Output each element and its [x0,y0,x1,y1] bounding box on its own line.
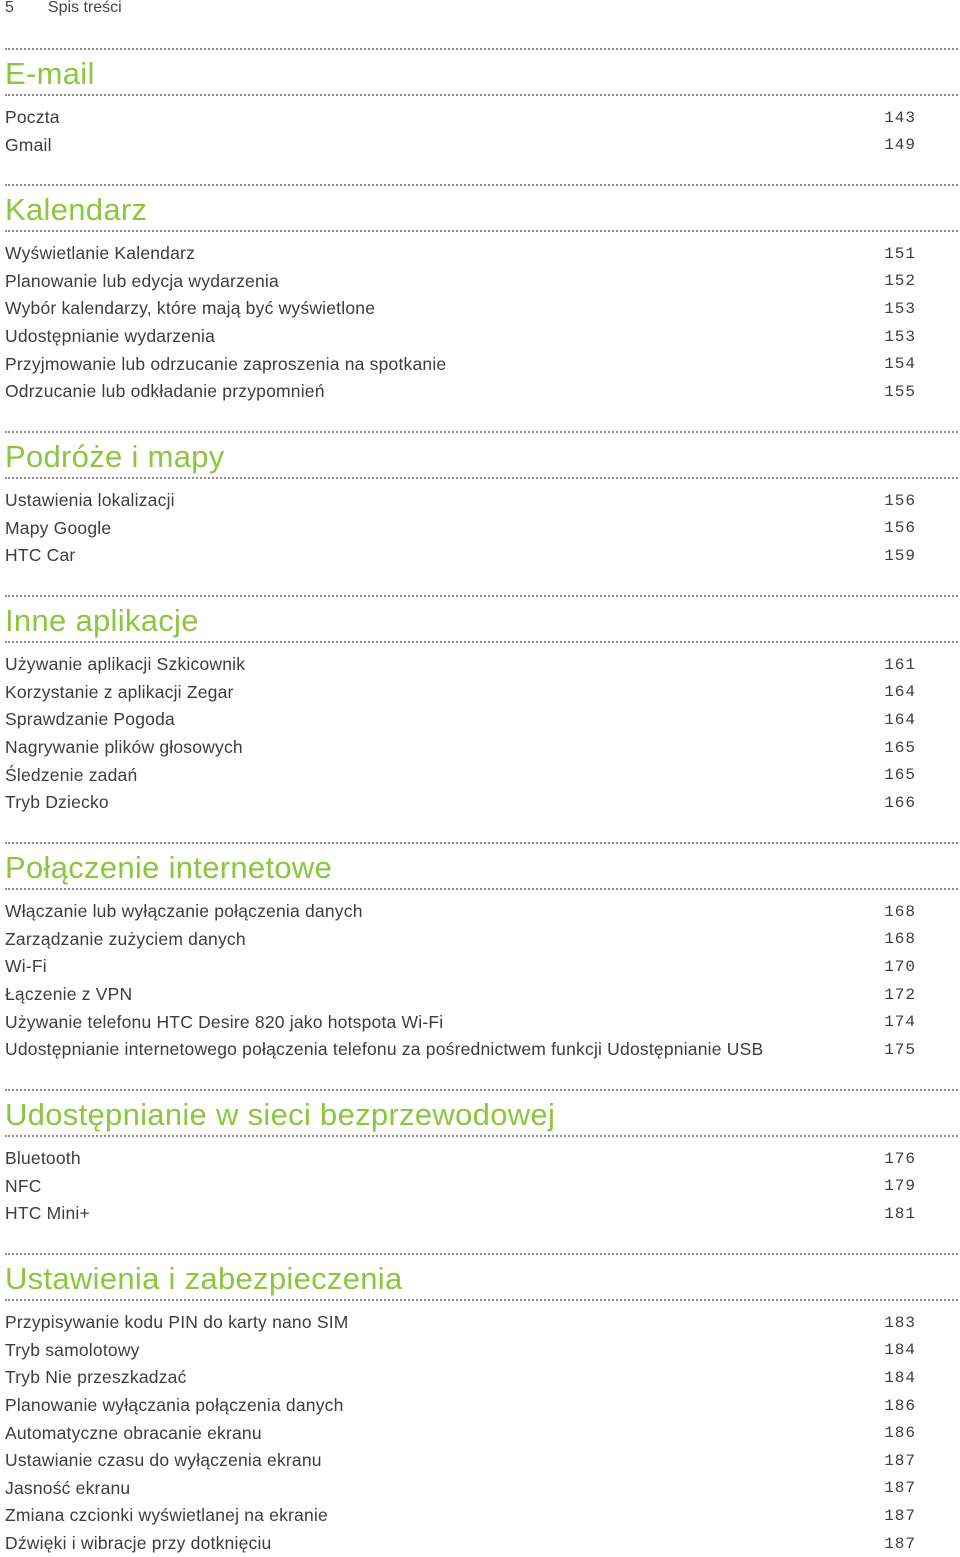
toc-entry-label[interactable]: Używanie telefonu HTC Desire 820 jako hotspota Wi-Fi [5,1011,444,1032]
page-header [5,0,122,16]
toc-entry-label[interactable]: Łączenie z VPN [5,984,133,1005]
toc-entry[interactable] [5,789,958,817]
section-title[interactable]: E-mail [5,56,95,91]
toc-entry-label[interactable]: Planowanie wyłączania połączenia danych [5,1395,344,1416]
toc-entry-label[interactable]: Bluetooth [5,1148,81,1169]
toc-entry-label[interactable]: Planowanie lub edycja wydarzenia [5,270,279,291]
toc-entry[interactable] [5,679,958,707]
dotted-divider [5,641,958,643]
dotted-divider [5,94,958,96]
toc-entry-label[interactable]: Automatyczne obracanie ekranu [5,1422,262,1443]
toc-entry[interactable] [5,1392,958,1420]
toc-entry-label[interactable]: Sprawdzanie Pogoda [5,709,175,730]
dotted-divider [5,595,958,597]
toc-entry-label[interactable]: Włączanie lub wyłączanie połączenia danych [5,901,363,922]
toc-entry-page-number[interactable]: 164 [884,683,916,702]
toc-entry[interactable] [5,1309,958,1337]
dotted-divider [5,477,958,479]
toc-section [5,842,958,1064]
toc-entry-page-number[interactable]: 170 [884,957,916,976]
toc-entry-label[interactable]: Wi-Fi [5,956,47,977]
toc-entry[interactable] [5,1447,958,1475]
toc-entry-page-number[interactable]: 164 [884,710,916,729]
toc-entry[interactable] [5,761,958,789]
toc-entry-page-number[interactable]: 176 [884,1149,916,1168]
toc-entry-page-number[interactable]: 161 [884,655,916,674]
toc-entry[interactable] [5,898,958,926]
toc-entry-label[interactable]: Jasność ekranu [5,1477,131,1498]
toc-section [5,1089,958,1228]
toc-entry-page-number[interactable]: 179 [884,1177,916,1196]
toc-entry[interactable] [5,1008,958,1036]
toc-entry[interactable] [5,734,958,762]
toc-entry[interactable] [5,240,958,268]
toc-entry[interactable] [5,542,958,570]
toc-section [5,48,958,159]
toc-entry-label[interactable]: Gmail [5,134,52,155]
dotted-divider [5,1299,958,1301]
toc-entry[interactable] [5,1145,958,1173]
toc-entry[interactable] [5,1475,958,1503]
toc-entry-page-number[interactable]: 165 [884,766,916,785]
toc-entry-page-number[interactable]: 159 [884,546,916,565]
toc-entry-page-number[interactable]: 149 [884,136,916,155]
toc-entry-page-number[interactable]: 153 [884,327,916,346]
toc-entry-page-number[interactable]: 168 [884,902,916,921]
section-title[interactable]: Połączenie internetowe [5,850,333,885]
toc-entry[interactable] [5,953,958,981]
toc-entry[interactable] [5,1200,958,1228]
toc-entry[interactable] [5,1337,958,1365]
toc-section [5,184,958,406]
toc-entry-page-number[interactable]: 174 [884,1013,916,1032]
toc-entry[interactable] [5,1364,958,1392]
dotted-divider [5,1089,958,1091]
toc-entry-page-number[interactable]: 172 [884,985,916,1004]
toc-entry-label[interactable]: Korzystanie z aplikacji Zegar [5,681,234,702]
toc-entry[interactable] [5,378,958,406]
toc-entry-label[interactable]: Ustawienia lokalizacji [5,490,175,511]
entry-list [5,898,958,1064]
toc-entry-page-number[interactable]: 187 [884,1479,916,1498]
dotted-divider [5,230,958,232]
section-title[interactable]: Kalendarz [5,192,148,227]
toc-entry-page-number[interactable]: 187 [884,1506,916,1525]
toc-entry[interactable] [5,104,958,132]
toc-entry-label[interactable]: Przyjmowanie lub odrzucanie zaproszenia na spotkanie [5,353,447,374]
toc-entry[interactable] [5,1036,958,1064]
toc-entry-page-number[interactable]: 184 [884,1341,916,1360]
dotted-divider [5,48,958,50]
toc-entry-label[interactable]: Udostępnianie wydarzenia [5,326,216,347]
entry-list [5,104,958,159]
section-title[interactable]: Udostępnianie w sieci bezprzewodowej [5,1097,556,1132]
toc-entry[interactable] [5,1530,958,1557]
section-title[interactable]: Ustawienia i zabezpieczenia [5,1261,403,1296]
toc-entry-label[interactable]: Tryb Nie przeszkadzać [5,1367,187,1388]
toc-entry-page-number[interactable]: 184 [884,1368,916,1387]
toc-entry-label[interactable]: Ustawianie czasu do wyłączenia ekranu [5,1450,322,1471]
entry-list [5,1309,958,1557]
toc-entry-page-number[interactable]: 186 [884,1424,916,1443]
toc-section [5,595,958,817]
toc-entry-label[interactable]: Śledzenie zadań [5,764,138,785]
toc-entry-page-number[interactable]: 151 [884,244,916,263]
toc-entry-label[interactable]: NFC [5,1175,42,1196]
section-title[interactable]: Inne aplikacje [5,603,199,638]
toc-entry[interactable] [5,651,958,679]
toc-entry-page-number[interactable]: 153 [884,299,916,318]
toc-entry-page-number[interactable]: 187 [884,1534,916,1553]
entry-list [5,240,958,406]
toc-entry-page-number[interactable]: 152 [884,272,916,291]
toc-entry[interactable] [5,268,958,296]
toc-entry-label[interactable]: Nagrywanie plików głosowych [5,737,243,758]
dotted-divider [5,888,958,890]
toc-entry-page-number[interactable]: 183 [884,1313,916,1332]
toc-entry[interactable] [5,1173,958,1201]
toc-entry-page-number[interactable]: 186 [884,1396,916,1415]
toc-entry-label[interactable]: Dźwięki i wibracje przy dotknięciu [5,1533,272,1554]
toc-entry[interactable] [5,295,958,323]
entry-list [5,651,958,817]
toc-entry-label[interactable]: HTC Car [5,545,76,566]
toc-entry-label[interactable]: Poczta [5,107,60,128]
toc-entry-label[interactable]: Wyświetlanie Kalendarz [5,243,196,264]
toc-entry-page-number[interactable]: 165 [884,738,916,757]
toc-entry-page-number[interactable]: 156 [884,491,916,510]
toc-entry-label[interactable]: Odrzucanie lub odkładanie przypomnień [5,381,325,402]
entry-list [5,1145,958,1228]
page-header-title: Spis treści [47,0,122,16]
toc-entry[interactable] [5,350,958,378]
toc-entry-label[interactable]: Zarządzanie zużyciem danych [5,928,246,949]
toc-entry[interactable] [5,1419,958,1447]
toc-section [5,1253,958,1557]
toc-entry-label[interactable]: HTC Mini+ [5,1203,90,1224]
toc-entry-page-number[interactable]: 143 [884,108,916,127]
toc-entry[interactable] [5,487,958,515]
toc-entry-page-number[interactable]: 187 [884,1451,916,1470]
toc-entry-label[interactable]: Tryb samolotowy [5,1339,140,1360]
toc-entry-page-number[interactable]: 155 [884,382,916,401]
dotted-divider [5,842,958,844]
toc-entry-label[interactable]: Zmiana czcionki wyświetlanej na ekranie [5,1505,328,1526]
dotted-divider [5,431,958,433]
toc-entry-page-number[interactable]: 175 [884,1040,916,1059]
dotted-divider [5,1135,958,1137]
toc-entry[interactable] [5,132,958,160]
toc-entry-page-number[interactable]: 156 [884,519,916,538]
toc-entry-label[interactable]: Mapy Google [5,517,112,538]
toc-entry-label[interactable]: Używanie aplikacji Szkicownik [5,654,246,675]
entry-list [5,487,958,570]
toc-entry-label[interactable]: Tryb Dziecko [5,792,109,813]
section-title[interactable]: Podróże i mapy [5,439,225,474]
dotted-divider [5,1253,958,1255]
toc-section [5,431,958,570]
page-number: 5 [5,0,14,16]
toc-entry[interactable] [5,515,958,543]
toc-entry-page-number[interactable]: 166 [884,793,916,812]
toc-entry-page-number[interactable]: 181 [884,1204,916,1223]
dotted-divider [5,184,958,186]
toc-entry[interactable] [5,926,958,954]
toc-entry[interactable] [5,1502,958,1530]
toc-entry[interactable] [5,981,958,1009]
toc-entry-label[interactable]: Wybór kalendarzy, które mają być wyświetlone [5,298,376,319]
toc-entry[interactable] [5,323,958,351]
toc-entry-page-number[interactable]: 154 [884,355,916,374]
toc-entry-page-number[interactable]: 168 [884,930,916,949]
toc-entry[interactable] [5,706,958,734]
toc-entry-label[interactable]: Udostępnianie internetowego połączenia telefonu za pośrednictwem funkcji Udostępnianie USB [5,1039,764,1060]
toc-entry-label[interactable]: Przypisywanie kodu PIN do karty nano SIM [5,1312,349,1333]
